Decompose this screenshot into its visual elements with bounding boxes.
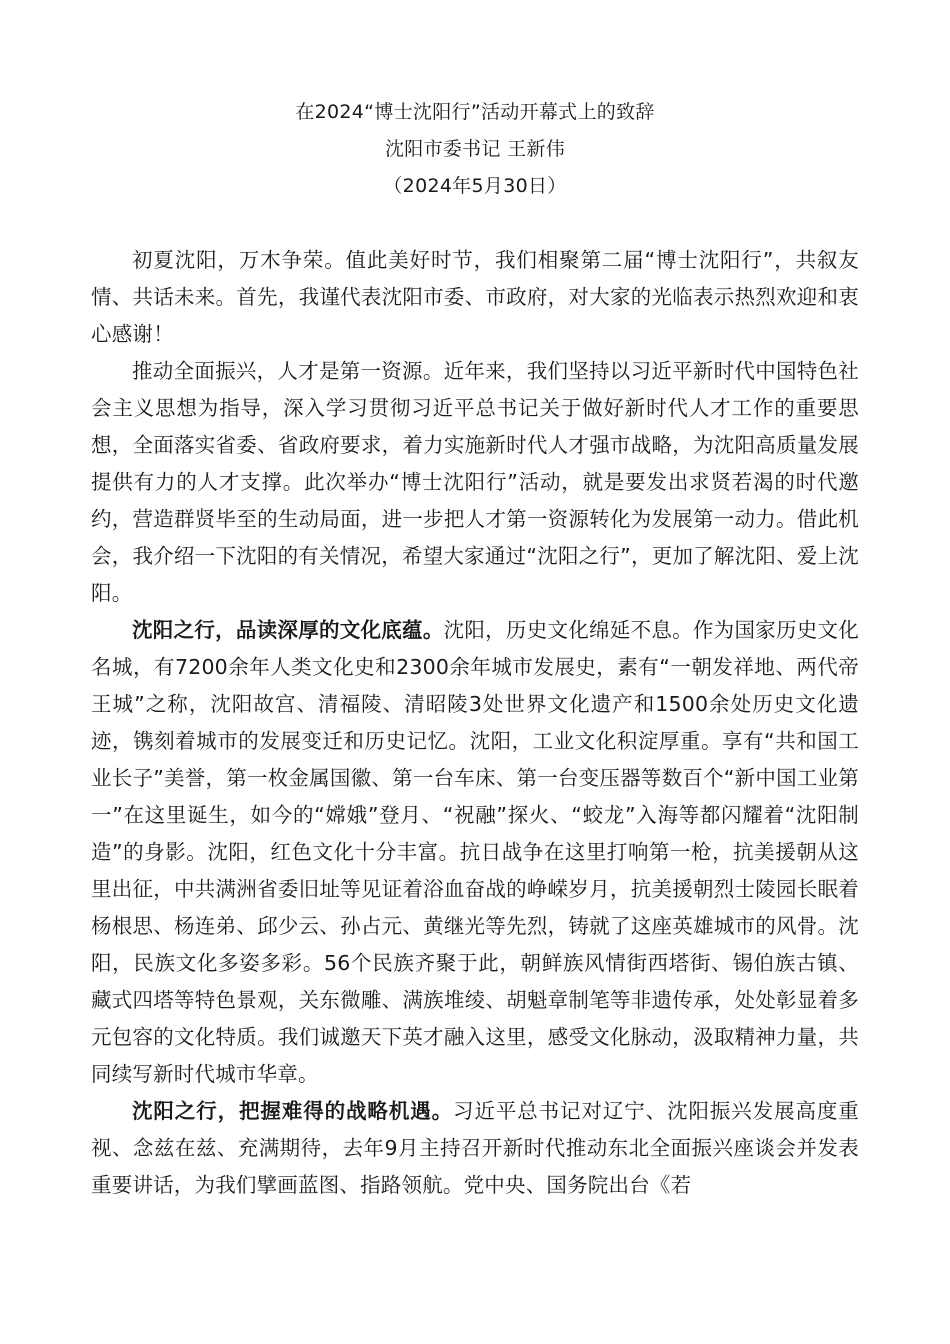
- paragraph-4: [91, 1093, 859, 1204]
- paragraph-3: [91, 612, 859, 1093]
- paragraph-lead: 沈阳之行，把握难得的战略机遇。: [132, 1099, 454, 1123]
- paragraph-text: 推动全面振兴，人才是第一资源。近年来，我们坚持以习近平新时代中国特色社会主义思想为指导，深入学习贯彻习近平总书记关于做好新时代人才工作的重要思想，全面落实省委、省政府要求，着力实施新时代人才强市战略，为沈阳高质量发展提供有力的人才支撑。此次举办“博士沈阳行”活动，就是要发出求贤若渴的时代邀约，营造群贤毕至的生动局面，进一步把人才第一资源转化为发展第一动力。借此机会，我介绍一下沈阳的有关情况，希望大家通过“沈阳之行”，更加了解沈阳、爱上沈阳。: [91, 359, 859, 605]
- speech-date: （2024年5月30日）: [383, 175, 567, 197]
- paragraph-text: 沈阳，历史文化绵延不息。作为国家历史文化名城，有7200余年人类文化史和2300余年城市发展史，素有“一朝发祥地、两代帝王城”之称，沈阳故宫、清福陵、清昭陵3处世界文化遗产和1500余处历史文化遗迹，镌刻着城市的发展变迁和历史记忆。沈阳，工业文化积淀厚重。享有“共和国工业长子”美誉，第一枚金属国徽、第一台车床、第一台变压器等数百个“新中国工业第一”在这里诞生，如今的“嫦娥”登月、“祝融”探火、“蛟龙”入海等都闪耀着“沈阳制造”的身影。沈阳，红色文化十分丰富。抗日战争在这里打响第一枪，抗美援朝从这里出征，中共满洲省委旧址等见证着浴血奋战的峥嵘岁月，抗美援朝烈士陵园长眠着杨根思、杨连弟、邱少云、孙占元、黄继光等先烈，铸就了这座英雄城市的风骨。沈阳，民族文化多姿多彩。56个民族齐聚于此，朝鲜族风情街西塔街、锡伯族古镇、藏式四塔等特色景观，关东微雕、满族堆绫、胡魁章制笔等非遗传承，处处彰显着多元包容的文化特质。我们诚邀天下英才融入这里，感受文化脉动，汲取精神力量，共同续写新时代城市华章。: [91, 618, 860, 1086]
- speech-body: [91, 242, 859, 1204]
- paragraph-text: 习近平总书记对辽宁、沈阳振兴发展高度重视、念兹在兹、充满期待，去年9月主持召开新时代推动东北全面振兴座谈会并发表重要讲话，为我们擘画蓝图、指路领航。党中央、国务院出台《若: [91, 1099, 859, 1197]
- paragraph-lead: 沈阳之行，品读深厚的文化底蕴。: [132, 618, 444, 642]
- speaker-line: 沈阳市委书记 王新伟: [384, 138, 566, 160]
- speech-title: 在2024“博士沈阳行”活动开幕式上的致辞: [295, 101, 655, 123]
- document-header: [0, 94, 950, 205]
- paragraph-1: [91, 242, 859, 353]
- paragraph-2: [91, 353, 859, 612]
- paragraph-text: 初夏沈阳，万木争荣。值此美好时节，我们相聚第二届“博士沈阳行”，共叙友情、共话未来。首先，我谨代表沈阳市委、市政府，对大家的光临表示热烈欢迎和衷心感谢！: [91, 248, 859, 346]
